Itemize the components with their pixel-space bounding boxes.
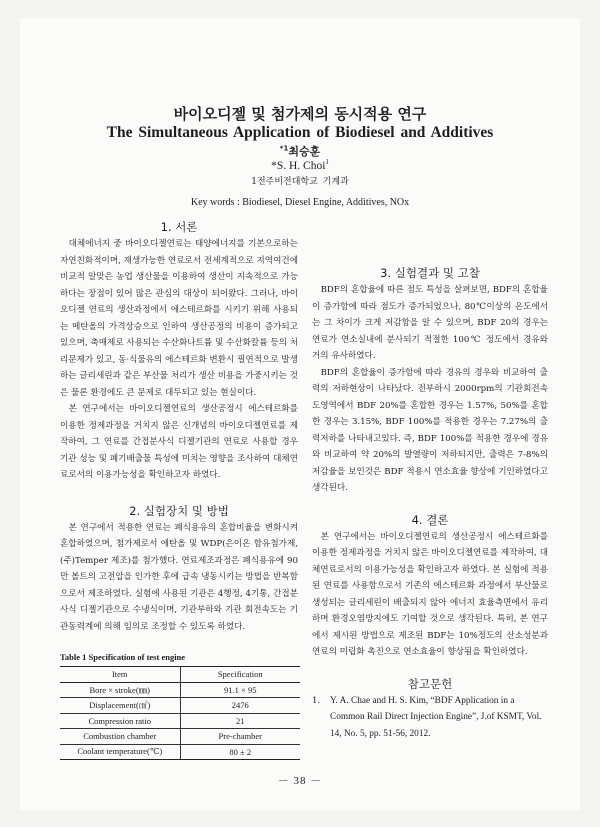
keywords: Key words : Biodiesel, Diesel Engine, Additives, NOx [190, 197, 410, 208]
right-column [312, 218, 548, 742]
table-row [60, 744, 300, 760]
title-english: The Simultaneous Application of Biodiesel and Additives [106, 124, 494, 141]
section-heading-setup: 2. 실험장치 및 방법 [129, 503, 229, 518]
table-cell-item: Displacement(㎤) [60, 698, 180, 714]
setup-paragraph-1: 본 연구에서 적용한 연료는 폐식용유의 혼합비율을 변화시켜 혼합하였으며, 첨가제로서 에탄올 및 WDP(은이온 함유첨가제,(주)Temper 제조)를 첨가했다. 연료제조과정은 폐식용유에 90만 볼트의 고전압을 인가한 후에 급속 냉동시키는 방법을 반복함으로서 제조하였다. 실험에 사용된 기관은 4행정, 4기통, 간접분사식 디젤기관으로 수냉식이며, 기관부하와 기관 회전속도는 기관동력계에 의해 임의로 조정할 수 있도록 하였다. [60, 522, 298, 632]
author-english-name: *S. H. Choi [271, 159, 326, 172]
table-header-spec: Specification [180, 667, 300, 683]
table-cell-item: Coolant temperature(℃) [60, 744, 180, 760]
table-cell-item: Compression ratio [60, 713, 180, 729]
table-header-item: Item [60, 667, 180, 683]
author-english [0, 158, 600, 172]
section-heading-results: 3. 실험결과 및 고찰 [380, 266, 480, 280]
author-korean-name: 최승훈 [288, 145, 321, 158]
reference-number: 1. [312, 695, 321, 706]
table-cell-spec: 21 [180, 713, 300, 729]
section-heading-intro: 1. 서론 [160, 220, 198, 234]
reference-item [312, 693, 548, 743]
table-row [60, 698, 300, 714]
intro-paragraph-2: 본 연구에서는 바이오디젤연료의 생산공정시 에스테르화를 이용한 정제과정을 거치지 않은 신개념의 바이오디젤연료를 제작하여, 그 연료를 간접분사식 디젤기관의 연료로 사용할 경우 기관 성능 및 폐기배출물 특성에 미치는 영향을 조사하여 대체연료로서의 이용가능성을 확인하고자 하였다. [60, 404, 298, 480]
table-cell-item: Bore × stroke(㎜) [60, 682, 180, 698]
reference-text: Y. A. Chae and H. S. Kim, “BDF Application in a Common Rail Direct Injection Engine”, J.of KSMT, Vol. 14, No. 5, pp. 51-56, 2012. [330, 695, 542, 739]
table-row [60, 713, 300, 729]
table-header-row [60, 667, 300, 683]
section-heading-conclusion: 4. 결론 [411, 512, 449, 527]
table-cell-item: Combustion chamber [60, 729, 180, 745]
author-korean-mark: *1 [279, 144, 289, 153]
results-paragraph-2: BDF의 혼합율이 증가함에 따라 경유의 경우와 비교하여 출력의 저하현상이 나타났다. 전부하시 2000rpm의 기관회전속도영역에서 BDF 20%를 혼합한 경우는 1.57%, 50%를 혼합한 경우는 3.15%, BDF 100%를 적용한 경우는 7.27%의 출력저하를 나타내고있다. 즉, BDF 100%를 적용한 경우에 경유와 비교하여 약 20%의 발열량이 저하되지만, 출력은 7-8%의 저감율을 보인것은 BDF 적용시 연소효율 향상에 기인하였다고 생각된다. [312, 367, 548, 493]
conclusion-paragraph-1: 본 연구에서는 바이오디젤연료의 생산공정시 에스테르화를 이용한 정제과정을 거치지 않은 바이오디젤연료를 제작하여, 대체연료로서의 이용가능성을 확인하고자 하였다. 본 실험에 적용된 연료를 사용함으로서 기존의 에스테르화 과정에서 부산물로 생성되는 글리세린이 배출되지 않아 에너지 효율측면에서 유리하며 환경오염방지에도 기여할 것으로 생각된다. 특히, 본 연구에서 제시된 방법으로 제조된 BDF는 10%정도의 산소성분과 연료의 미립화 촉진으로 연소효율이 향상됨을 확인하였다. [312, 531, 548, 657]
affiliation: 1전주비전대학교 기계과 [251, 177, 349, 187]
table-caption: Table 1 Specification of test engine [60, 652, 186, 662]
table-cell-spec: 80 ± 2 [180, 744, 300, 760]
engine-spec-table [60, 666, 300, 760]
author-english-mark: 1 [325, 158, 329, 166]
page-number: － 38 － [277, 775, 323, 787]
table-cell-spec: 91.1 × 95 [180, 682, 300, 698]
title-korean: 바이오디젤 및 첨가제의 동시적용 연구 [173, 105, 427, 123]
author-korean [0, 143, 600, 159]
table-row [60, 682, 300, 698]
intro-paragraph-1: 대체에너지 중 바이오디젤연료는 태양에너지를 기본으로하는 자연친화적이며, 재생가능한 연료로서 전세계적으로 지역여건에 비교적 알맞은 농업 생산물을 이용하여 생산이 지속적으로 가능하다는 장점이 있어 많은 관심의 대상이 되어왔다. 그러나, 바이오디젤 연료의 생산과정에서 에스테르화를 시키기 위해 사용되는 메탄올의 가격상승으로 인하여 생산공정의 비용이 증가되고 있으며, 축매제로 사용되는 수산화나트륨 및 수산화칼륨 등의 처리문제가 있고, 동·식물유의 에스테르화 변환시 필연적으로 발생하는 글리세린과 같은 부산물 처리가 생산 비용을 가중시키는 것은 물론 환경에도 큰 문제로 대두되고 있는 현실이다. [60, 239, 298, 398]
section-heading-references: 참고문헌 [407, 676, 453, 691]
table-row [60, 729, 300, 745]
left-column [60, 218, 298, 635]
table-cell-spec: 2476 [180, 698, 300, 714]
results-paragraph-1: BDF의 혼합율에 따른 점도 특성을 살펴보면, BDF의 혼합율이 증가함에 따라 점도가 증가되었으나, 80℃이상의 온도에서는 그 차이가 크게 저감함을 알 수 있으며, BDF 20의 경우는 연료가 연소실내에 분사되기 적절한 100℃ 정도에서 경유와 거의 유사하였다. [312, 285, 548, 361]
table-cell-spec: Pre-chamber [180, 729, 300, 745]
